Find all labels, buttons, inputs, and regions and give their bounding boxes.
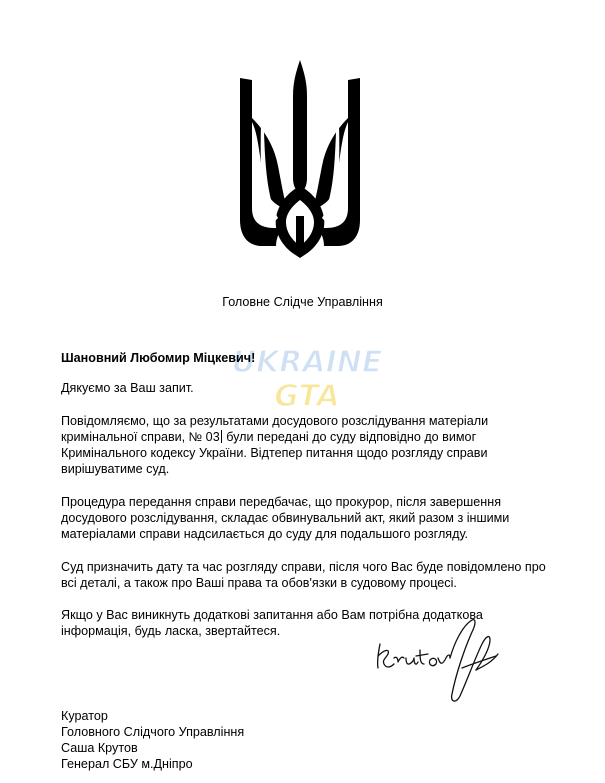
- text-cursor: [221, 430, 222, 443]
- trident-icon: [238, 58, 362, 258]
- greeting: Шановний Любомир Міцкевич!: [61, 351, 256, 365]
- handwritten-signature: [372, 614, 507, 706]
- signatory-rank: Генерал СБУ м.Дніпро: [61, 757, 193, 771]
- paragraph-court: Суд призначить дату та час розгляду справи, після чого Вас буде повідомлено про всі деталі, а також про Ваші права та обов'язки в судовому процесі.: [61, 560, 546, 590]
- signatory-department: Головного Слідчого Управління: [61, 725, 245, 739]
- signatory-block: [61, 708, 361, 772]
- paragraph-notice-part1: Повідомляємо, що за результатами досудового розслідування матеріали кримінальної справи, № 03: [61, 414, 489, 444]
- paragraph-contact: Якщо у Вас виникнуть додаткові запитання або Вам потрібна додаткова інформація, будь ласка, звертайтеся.: [61, 608, 483, 638]
- letter-body: [61, 350, 551, 656]
- paragraph-procedure: Процедура передання справи передбачає, що прокурор, після завершення досудового розслідування, складає обвинувальний акт, який разом з іншими матеріалами справи надсилається до суду для подальшого розгляду.: [61, 495, 510, 541]
- paragraph-thanks: Дякуємо за Ваш запит.: [61, 381, 194, 395]
- paragraph-notice: [61, 413, 551, 477]
- signatory-role: Куратор: [61, 709, 108, 723]
- signatory-name: Саша Крутов: [61, 741, 138, 755]
- watermark-line1: UKRAINE: [231, 345, 383, 380]
- paragraph-notice-part2: були передані до суду відповідно до вимог Кримінального кодексу України. Відтепер питання щодо розгляду справи вирішуватиме суд.: [61, 430, 488, 476]
- organization-title: Головне Слідче Управління: [222, 295, 383, 309]
- watermark-line2: GTA: [274, 379, 340, 414]
